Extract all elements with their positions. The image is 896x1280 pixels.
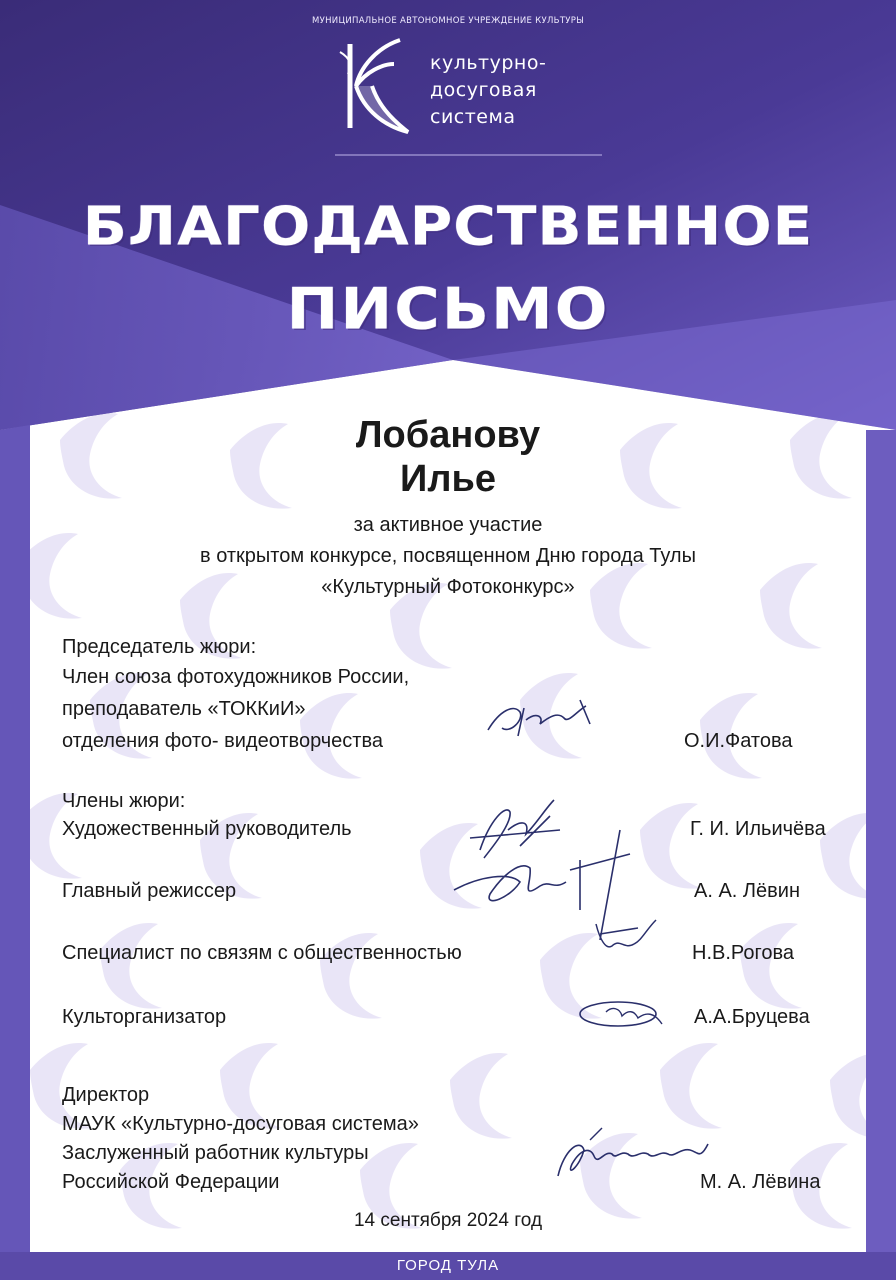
recipient-name: Илье <box>400 458 496 500</box>
organization-type: МУНИЦИПАЛЬНОЕ АВТОНОМНОЕ УЧРЕЖДЕНИЕ КУЛЬТУРЫ <box>311 16 585 26</box>
recipient-surname: Лобанову <box>355 414 541 456</box>
footer-city: ГОРОД ТУЛА <box>396 1257 500 1274</box>
director-name: М. А. Лёвина <box>700 1171 821 1193</box>
jury-member-name: А.А.Бруцева <box>694 1006 810 1028</box>
director-honor-line2: Российской Федерации <box>62 1171 280 1193</box>
director-honor-line1: Заслуженный работник культуры <box>62 1142 369 1164</box>
jury-chair-desc-line1: Член союза фотохудожников России, <box>62 666 410 688</box>
letter-date: 14 сентября 2024 год <box>353 1210 543 1231</box>
jury-member-name: Н.В.Рогова <box>692 942 794 964</box>
document-title-line2: ПИСЬМО <box>286 274 610 343</box>
reason-line1: за активное участие <box>353 514 543 536</box>
organization-name <box>430 50 620 131</box>
jury-chair-desc-line2: преподаватель «ТОККиИ» <box>62 698 306 720</box>
jury-chair-heading: Председатель жюри: <box>62 636 257 658</box>
director-org: МАУК «Культурно-досуговая система» <box>62 1113 419 1135</box>
document-title-line1: БЛАГОДАРСТВЕННОЕ <box>82 194 814 258</box>
jury-member-role: Художественный руководитель <box>62 818 352 840</box>
director-title: Директор <box>62 1084 150 1106</box>
jury-chair-name: О.И.Фатова <box>684 730 793 752</box>
signature-director <box>550 1120 720 1200</box>
signatures-jury-members <box>450 790 690 990</box>
jury-member-role: Культорганизатор <box>62 1006 227 1028</box>
signature-chair <box>480 690 600 750</box>
jury-member-name: А. А. Лёвин <box>694 880 800 902</box>
organization-name-line1: культурно- <box>430 52 547 74</box>
organization-name-line2: досуговая <box>430 79 537 101</box>
reason-line3: «Культурный Фотоконкурс» <box>321 576 575 598</box>
signature-brutseva <box>576 990 676 1040</box>
reason-line2: в открытом конкурсе, посвященном Дню города Тулы <box>200 545 696 567</box>
organization-name-line3: система <box>430 106 516 128</box>
jury-chair-desc-line3: отделения фото- видеотворчества <box>62 730 383 752</box>
jury-member-role: Специалист по связям с общественностью <box>62 942 462 964</box>
jury-members-heading: Члены жюри: <box>62 790 186 812</box>
reason-text <box>0 510 896 603</box>
jury-member-name: Г. И. Ильичёва <box>690 818 826 840</box>
jury-member-role: Главный режиссер <box>62 880 237 902</box>
